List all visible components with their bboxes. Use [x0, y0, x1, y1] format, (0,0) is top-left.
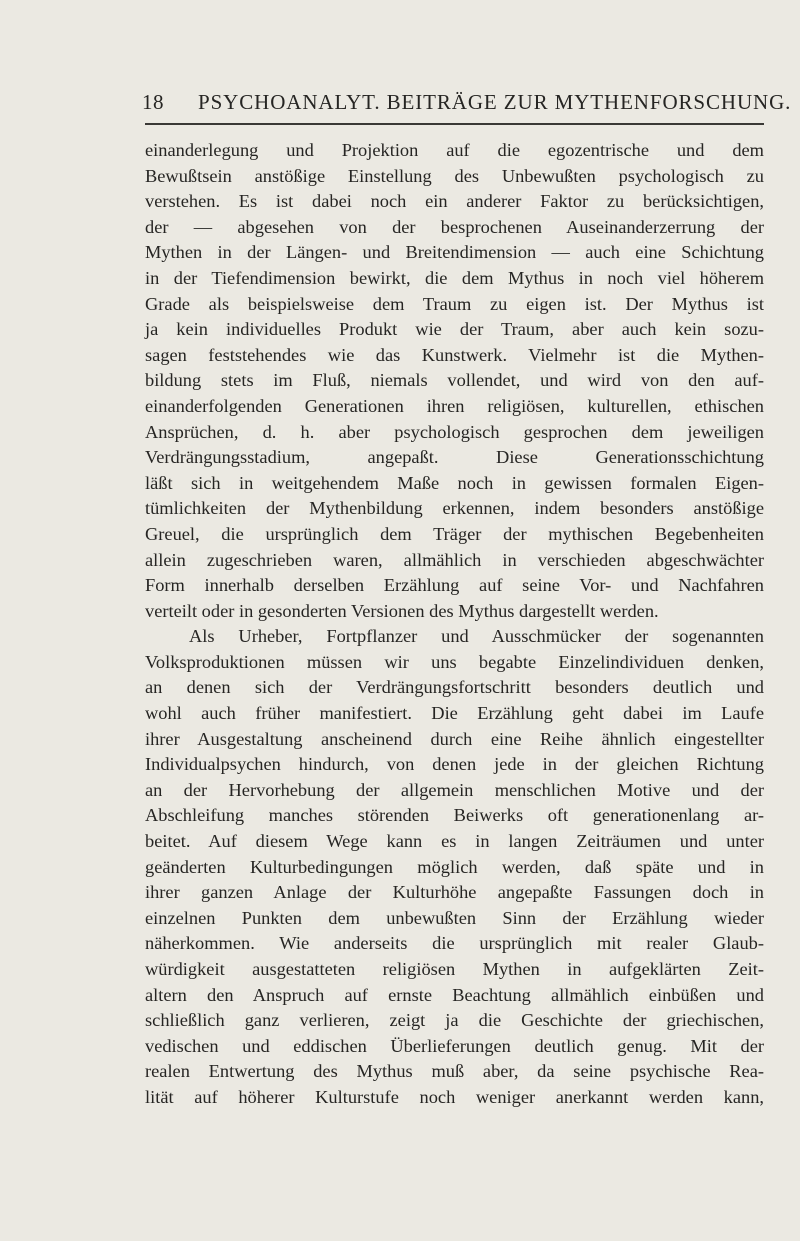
text-line: an denen sich der Verdrängungsfortschritt besonders deutlich und — [145, 677, 764, 698]
text-line: Abschleifung manches störenden Beiwerks oft generationenlang ar- — [145, 805, 764, 826]
text-line: Greuel, die ursprünglich dem Träger der mythischen Begebenheiten — [145, 523, 764, 544]
text-line: Form innerhalb derselben Erzählung auf seine Vor- und Nachfahren — [145, 575, 764, 596]
text-line: Ansprüchen, d. h. aber psychologisch gesprochen dem jeweiligen — [145, 421, 764, 442]
text-line: schließlich ganz verlieren, zeigt ja die Geschichte der griechischen, — [145, 1010, 764, 1031]
text-line: Volksproduktionen müssen wir uns begabte Einzelindividuen denken, — [145, 651, 764, 672]
text-line: Grade als beispielsweise dem Traum zu eigen ist. Der Mythus ist — [145, 293, 764, 314]
page-header — [142, 86, 792, 116]
text-line: lität auf höherer Kulturstufe noch weniger anerkannt werden kann, — [145, 1086, 764, 1107]
text-line: näherkommen. Wie anderseits die ursprünglich mit realer Glaub- — [145, 933, 764, 954]
text-line: Bewußtsein anstößige Einstellung des Unbewußten psychologisch zu — [145, 165, 764, 186]
text-line: an der Hervorhebung der allgemein menschlichen Motive und der — [145, 779, 764, 800]
text-line: würdigkeit ausgestatteten religiösen Mythen in aufgeklärten Zeit- — [145, 959, 764, 979]
text-line: Als Urheber, Fortpflanzer und Ausschmücker der sogenannten — [189, 626, 764, 647]
text-line: läßt sich in weitgehendem Maße noch in gewissen formalen Eigen- — [145, 472, 764, 493]
text-line: Mythen in der Längen- und Breitendimension — auch eine Schichtung — [145, 242, 764, 263]
body-text — [145, 138, 764, 1111]
text-line: realen Entwertung des Mythus muß aber, da seine psychische Rea- — [145, 1061, 764, 1082]
text-line: sagen feststehendes wie das Kunstwerk. Vielmehr ist die Mythen- — [145, 344, 764, 365]
text-line: geänderten Kulturbedingungen möglich werden, daß späte und in — [145, 856, 764, 877]
header-rule — [145, 123, 764, 125]
text-line: verstehen. Es ist dabei noch ein anderer Faktor zu berücksichtigen, — [145, 191, 764, 212]
text-line: wohl auch früher manifestiert. Die Erzählung geht dabei im Laufe — [145, 703, 764, 724]
text-line: einanderlegung und Projektion auf die egozentrische und dem — [145, 140, 764, 160]
text-line: tümlichkeiten der Mythenbildung erkennen, indem besonders anstößige — [145, 498, 764, 519]
text-line: ja kein individuelles Produkt wie der Traum, aber auch kein sozu- — [145, 319, 764, 340]
text-line: in der Tiefendimension bewirkt, die dem Mythus in noch viel höherem — [145, 267, 764, 288]
text-line: altern den Anspruch auf ernste Beachtung allmählich einbüßen und — [145, 984, 764, 1005]
text-line: der — abgesehen von der besprochenen Auseinanderzerrung der — [145, 216, 764, 237]
text-line: vedischen und eddischen Überlieferungen deutlich genug. Mit der — [145, 1035, 764, 1056]
text-line: verteilt oder in gesonderten Versionen des Mythus dargestellt werden. — [145, 600, 659, 621]
running-title: PSYCHOANALYT. BEITRÄGE ZUR MYTHENFORSCHUNG. — [198, 90, 792, 114]
text-line: Individualpsychen hindurch, von denen jede in der gleichen Richtung — [145, 754, 764, 775]
text-line: ihrer Ausgestaltung anscheinend durch eine Reihe ähnlich eingestellter — [145, 728, 764, 749]
text-line: ihrer ganzen Anlage der Kulturhöhe angepaßte Fassungen doch in — [145, 882, 764, 903]
text-line: bildung stets im Fluß, niemals vollendet, und wird von den auf- — [145, 370, 764, 391]
text-line: Verdrängungsstadium, angepaßt. Diese Generationsschichtung — [145, 447, 764, 468]
text-line: einanderfolgenden Generationen ihren religiösen, kulturellen, ethischen — [145, 395, 764, 416]
page-number: 18 — [142, 90, 164, 114]
text-line: einzelnen Punkten dem unbewußten Sinn der Erzählung wieder — [145, 907, 764, 928]
text-line: beitet. Auf diesem Wege kann es in langen Zeiträumen und unter — [145, 831, 764, 852]
text-line: allein zugeschrieben waren, allmählich in verschieden abgeschwächter — [145, 549, 764, 570]
